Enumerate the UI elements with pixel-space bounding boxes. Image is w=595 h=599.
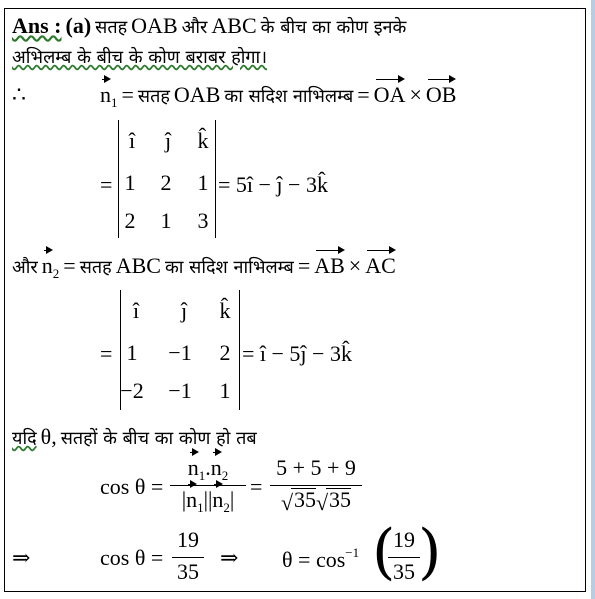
det1-r2c1: 1 bbox=[124, 170, 136, 195]
vector-oa: OA bbox=[373, 82, 406, 107]
det1-r3c1: 2 bbox=[124, 208, 136, 233]
equals: = bbox=[63, 253, 76, 278]
therefore-symbol: ∴ bbox=[12, 82, 26, 107]
inverse-denominator: 35 bbox=[393, 559, 415, 584]
fraction-bar bbox=[388, 557, 420, 558]
det1-r2c2: 2 bbox=[160, 170, 172, 195]
cross-symbol: × bbox=[409, 82, 422, 107]
fraction-values bbox=[270, 455, 362, 513]
vector-ab: AB bbox=[314, 253, 345, 278]
text-and: और bbox=[181, 17, 208, 38]
det2-k: k̂ bbox=[219, 298, 231, 323]
left-paren: ( bbox=[372, 517, 396, 587]
equals: = bbox=[357, 82, 370, 107]
final-denominator: 35 bbox=[177, 559, 199, 584]
theta-symbol: θ, bbox=[40, 424, 57, 449]
equals: = bbox=[297, 253, 311, 278]
det1-result: = 5î − ĵ − 3k̂ bbox=[218, 172, 328, 197]
equals: = bbox=[121, 82, 134, 107]
vector-n2: n bbox=[41, 253, 53, 278]
text-plane: सतह bbox=[95, 17, 128, 38]
det2-equals: = bbox=[100, 341, 113, 366]
text-normal-vector: का सदिश नाभिलम्ब bbox=[164, 257, 294, 278]
det1-i: î bbox=[128, 128, 136, 153]
plane-abc: ABC bbox=[211, 13, 257, 38]
text-angle-between: के बीच का कोण इनके bbox=[260, 17, 407, 38]
det2-r3c3: 1 bbox=[219, 378, 231, 403]
text-normal-vector: का सदिश नाभिलम्ब bbox=[224, 86, 354, 107]
inverse-fraction bbox=[388, 527, 420, 585]
line-5 bbox=[12, 424, 257, 450]
fraction-bar bbox=[172, 557, 204, 558]
equals-2: = bbox=[250, 474, 263, 499]
final-cos-lhs: cos θ = bbox=[100, 545, 164, 570]
theta-cos-text: θ = cos bbox=[282, 547, 346, 572]
line-1 bbox=[12, 13, 406, 39]
line-2: अभिलम्ब के बीच के कोण बराबर होगा। bbox=[12, 47, 268, 68]
det1-j: ĵ bbox=[164, 128, 172, 153]
line-3 bbox=[12, 82, 26, 108]
sqrt-35-a: 35 bbox=[294, 487, 316, 512]
n2-definition bbox=[12, 253, 396, 282]
inverse-numerator: 19 bbox=[393, 527, 415, 552]
vector-n1: n bbox=[100, 82, 111, 107]
vector-ob: OB bbox=[425, 82, 457, 107]
det2-i: î bbox=[132, 298, 140, 323]
det2-j: ĵ bbox=[180, 298, 188, 323]
plane-oab: OAB bbox=[173, 82, 221, 107]
text-angle-between-planes: सतहों के बीच का कोण हो तब bbox=[60, 428, 257, 449]
window-edge bbox=[591, 0, 595, 599]
det2-r2c1: 1 bbox=[126, 340, 138, 365]
fraction-bar bbox=[170, 485, 246, 486]
n1-subscript: 1 bbox=[111, 95, 118, 110]
plane-abc: ABC bbox=[115, 253, 161, 278]
dot-numerator: $n_1.n_2$ bbox=[187, 455, 229, 483]
det1-r2c3: 1 bbox=[197, 170, 209, 195]
implies-symbol-2: ⇒ bbox=[220, 545, 239, 570]
cos-lhs: cos θ = bbox=[100, 474, 164, 499]
det2-r2c2: −1 bbox=[168, 340, 192, 365]
final-fraction bbox=[172, 527, 204, 585]
text-if: यदि bbox=[12, 428, 37, 449]
fraction-bar bbox=[270, 485, 362, 486]
n1-definition bbox=[100, 82, 456, 111]
text-plane: सतह bbox=[137, 86, 170, 107]
option-label: (a) bbox=[65, 13, 92, 38]
n2-subscript: 2 bbox=[52, 266, 60, 281]
inverse-superscript: −1 bbox=[345, 545, 360, 560]
fraction-dot-product bbox=[170, 455, 246, 516]
theta-equals-cos bbox=[282, 545, 359, 573]
sqrt-35-b: 35 bbox=[329, 487, 351, 512]
values-numerator: 5 + 5 + 9 bbox=[276, 455, 356, 480]
det2-r3c1: −2 bbox=[120, 378, 144, 403]
det2-result: = î − 5ĵ − 3k̂ bbox=[242, 341, 352, 366]
det1-r3c2: 1 bbox=[160, 208, 172, 233]
det1-r3c3: 3 bbox=[197, 208, 209, 233]
vector-ac: AC bbox=[365, 253, 396, 278]
det1-k: k̂ bbox=[197, 128, 209, 153]
plane-oab: OAB bbox=[131, 13, 178, 38]
implies-symbol: ⇒ bbox=[12, 545, 31, 570]
sqrt-denominator: √ 35 √ 35 bbox=[281, 487, 351, 515]
det2-r3c2: −1 bbox=[168, 378, 192, 403]
right-paren: ) bbox=[418, 517, 442, 587]
ans-label: Ans : bbox=[12, 13, 62, 38]
magnitude-denominator: $|n_1||n_2|$ bbox=[181, 487, 235, 515]
det2-r2c3: 2 bbox=[219, 340, 231, 365]
cross-symbol: × bbox=[348, 253, 362, 278]
det1-equals: = bbox=[100, 172, 113, 197]
text-plane: सतह bbox=[79, 257, 112, 278]
final-numerator: 19 bbox=[177, 527, 199, 552]
text-and: और bbox=[12, 257, 38, 278]
